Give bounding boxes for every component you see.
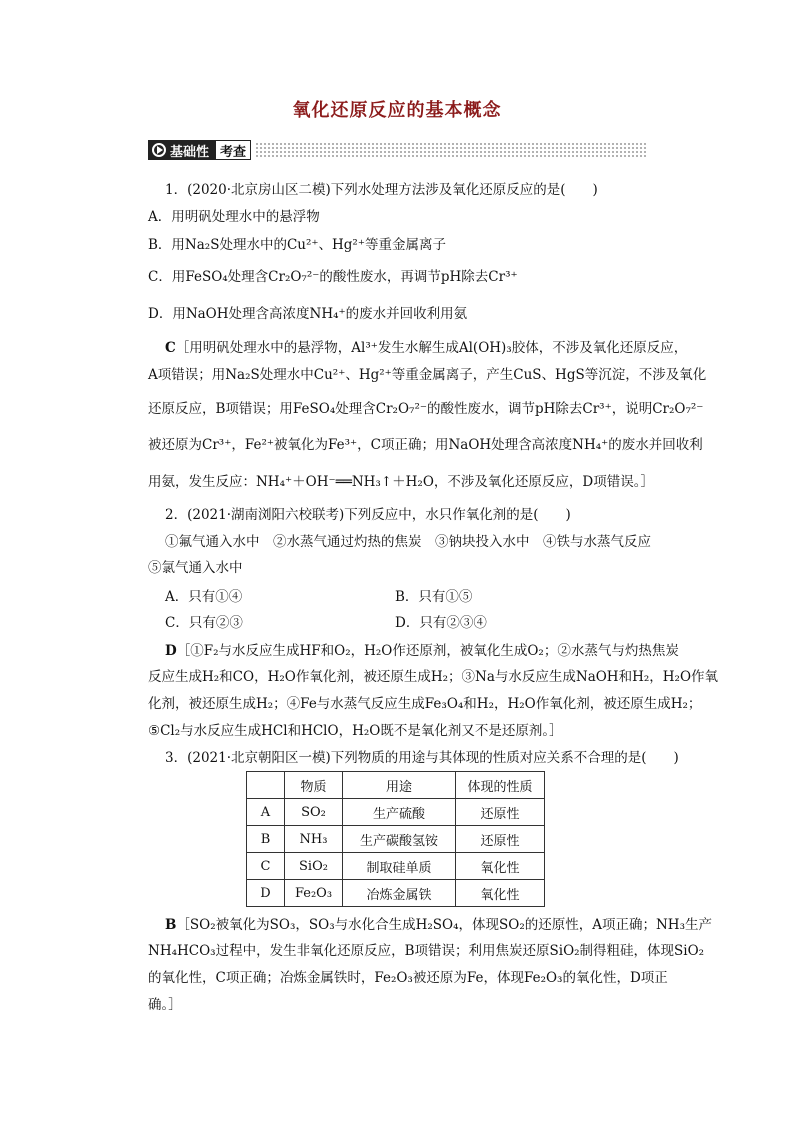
- table-cell: Fe₂O₃: [285, 880, 343, 907]
- section-label-basic: [148, 140, 215, 160]
- q1-explain-line1: [165, 336, 687, 356]
- table-row: [247, 880, 545, 907]
- table-header-cell: [247, 772, 285, 799]
- q2-answer-letter: D: [165, 643, 177, 659]
- table-header-cell: 物质: [285, 772, 343, 799]
- q1-answer-letter: C: [165, 340, 176, 356]
- q2-explain-line1: [165, 639, 679, 659]
- q2-stem: 2．(2021·湖南浏阳六校联考)下列反应中，水只作氧化剂的是( ): [165, 507, 571, 523]
- table-cell: A: [247, 799, 285, 826]
- q1-explain-line3: 还原反应，B项错误；用FeSO₄处理含Cr₂O₇²⁻的酸性废水，调节pH除去Cr³⁺，说明Cr₂O₇²⁻: [148, 401, 704, 417]
- table-cell: 氧化性: [456, 880, 545, 907]
- table-cell: 制取硅单质: [343, 853, 456, 880]
- q2-explain-line3: 化剂，被还原生成H₂；④Fe与水蒸气反应生成Fe₃O₄和H₂，H₂O作氧化剂，被还原生成H₂；: [148, 696, 702, 712]
- q1-explain-line4: 被还原为Cr³⁺，Fe²⁺被氧化为Fe³⁺，C项正确；用NaOH处理含高浓度NH₄⁺的废水并回收利: [148, 437, 703, 453]
- q2-items-line1: ①氟气通入水中 ②水蒸气通过灼热的焦炭 ③钠块投入水中 ④铁与水蒸气反应: [165, 534, 651, 550]
- q3-property-table: [246, 771, 545, 907]
- table-cell: C: [247, 853, 285, 880]
- section-dots: [255, 142, 648, 158]
- q2-explain-line4: ⑤Cl₂与水反应生成HCl和HClO，H₂O既不是氧化剂又不是还原剂。］: [148, 723, 563, 739]
- table-cell: 氧化性: [456, 853, 545, 880]
- play-icon: [152, 143, 166, 157]
- q2-items-line2: ⑤氯气通入水中: [148, 560, 243, 576]
- q1-stem: 1．(2020·北京房山区二模)下列水处理方法涉及氧化还原反应的是( ): [165, 182, 598, 198]
- q1-explain-text1: ［用明矾处理水中的悬浮物，Al³⁺发生水解生成Al(OH)₃胶体，不涉及氧化还原反应，: [175, 340, 688, 356]
- q3-explain-line2: NH₄HCO₃过程中，发生非氧化还原反应，B项错误；利用焦炭还原SiO₂制得粗硅，体现SiO₂: [148, 943, 705, 959]
- table-cell: D: [247, 880, 285, 907]
- q2-option-a: A．只有①④: [165, 589, 243, 605]
- table-row: [247, 853, 545, 880]
- q1-explain-line2: A项错误；用Na₂S处理水中Cu²⁺、Hg²⁺等重金属离子，产生CuS、HgS等沉淀，不涉及氧化: [148, 367, 707, 383]
- q3-explain-line4: 确。］: [148, 997, 182, 1013]
- table-cell: NH₃: [285, 826, 343, 853]
- page-title: 氧化还原反应的基本概念: [292, 100, 502, 121]
- table-cell: 还原性: [456, 826, 545, 853]
- table-cell: B: [247, 826, 285, 853]
- table-cell: 冶炼金属铁: [343, 880, 456, 907]
- table-row: [247, 799, 545, 826]
- q2-explain-text1: ［①F₂与水反应生成HF和O₂，H₂O作还原剂，被氧化生成O₂；②水蒸气与灼热焦炭: [176, 643, 679, 659]
- q1-option-c: C．用FeSO₄处理含Cr₂O₇²⁻的酸性废水，再调节pH除去Cr³⁺: [148, 269, 518, 285]
- q3-stem: 3．(2021·北京朝阳区一模)下列物质的用途与其体现的性质对应关系不合理的是( ): [165, 750, 679, 766]
- q2-explain-line2: 反应生成H₂和CO，H₂O作氧化剂，被还原生成H₂；③Na与水反应生成NaOH和H₂，H₂O作氧: [148, 669, 719, 685]
- q1-explain-line5: 用氨，发生反应：NH₄⁺＋OH⁻══NH₃↑＋H₂O，不涉及氧化还原反应，D项错误。］: [148, 474, 654, 490]
- q2-option-b: B．只有①⑤: [395, 589, 473, 605]
- q3-explain-line1: [165, 913, 712, 933]
- table-cell: 生产硫酸: [343, 799, 456, 826]
- table-cell: SO₂: [285, 799, 343, 826]
- q3-answer-letter: B: [165, 917, 177, 933]
- q1-option-b: B．用Na₂S处理水中的Cu²⁺、Hg²⁺等重金属离子: [148, 237, 446, 253]
- q1-option-a: A．用明矾处理水中的悬浮物: [148, 209, 320, 225]
- table-cell: SiO₂: [285, 853, 343, 880]
- q2-option-d: D．只有②③④: [395, 615, 487, 631]
- section-light-label: 考查: [215, 140, 251, 160]
- table-header-cell: 体现的性质: [456, 772, 545, 799]
- section-dark-label: 基础性: [170, 144, 210, 160]
- table-header-cell: 用途: [343, 772, 456, 799]
- table-header-row: [247, 772, 545, 799]
- q3-explain-line3: 的氧化性，C项正确；冶炼金属铁时，Fe₂O₃被还原为Fe，体现Fe₂O₃的氧化性，D项正: [148, 970, 668, 986]
- q3-explain-text1: ［SO₂被氧化为SO₃，SO₃与水化合生成H₂SO₄，体现SO₂的还原性，A项正确；NH₃生产: [176, 917, 712, 933]
- table-row: [247, 826, 545, 853]
- table-cell: 生产碳酸氢铵: [343, 826, 456, 853]
- section-header: [148, 140, 648, 160]
- q1-option-d: D．用NaOH处理含高浓度NH₄⁺的废水并回收利用氨: [148, 306, 468, 322]
- table-cell: 还原性: [456, 799, 545, 826]
- q2-option-c: C．只有②③: [165, 615, 243, 631]
